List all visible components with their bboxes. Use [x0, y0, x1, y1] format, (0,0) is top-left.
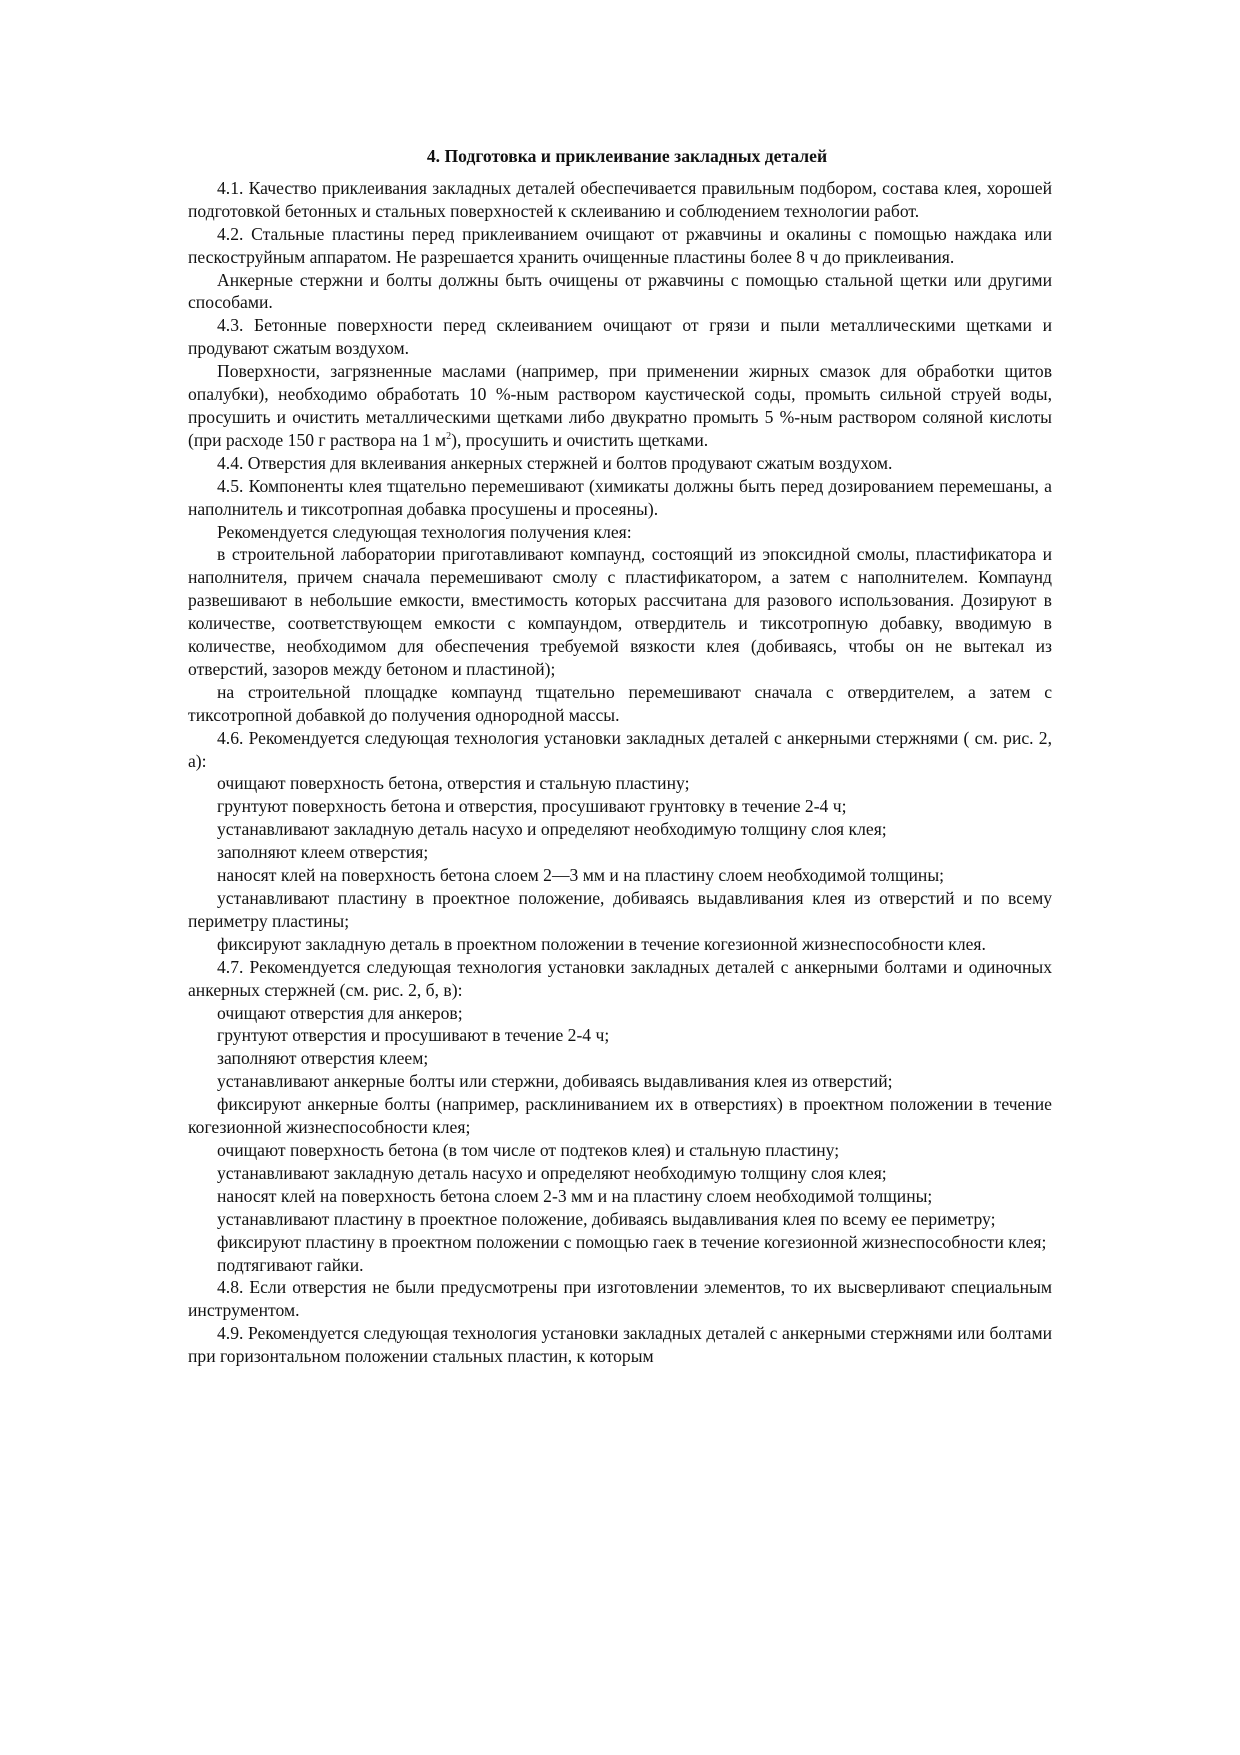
- superscript: 2: [446, 430, 452, 442]
- paragraph: фиксируют пластину в проектном положении с помощью гаек в течение когезионной жизнеспособности клея;: [217, 1231, 1047, 1252]
- paragraph: очищают поверхность бетона (в том числе от подтеков клея) и стальную пластину;: [217, 1139, 840, 1160]
- paragraph: наносят клей на поверхность бетона слоем 2-3 мм и на пластину слоем необходимой толщины;: [217, 1185, 933, 1206]
- paragraph: заполняют отверстия клеем;: [217, 1048, 429, 1069]
- paragraph: очищают поверхность бетона, отверстия и стальную пластину;: [217, 773, 690, 794]
- section-title: 4. Подготовка и приклеивание закладных деталей: [426, 146, 828, 166]
- paragraph: в строительной лаборатории приготавливают компаунд, состоящий из эпоксидной смолы, пластификатора и наполнителя, причем сначала перемешивают смолу с пластификатором, а затем с наполнителем. Компаунд развешивают в небольшие емкости, вместимость которых рассчитана для разового использования. Дозируют в количестве, соответствующем емкости с компаундом, отвердитель и тиксотропную добавку, вводимую в количестве, необходимом для обеспечения требуемой вязкости клея (добиваясь, чтобы он не вытекал из отверстий, зазоров между бетоном и пластиной);: [188, 544, 1052, 679]
- paragraph: 4.5. Компоненты клея тщательно перемешивают (химикаты должны быть перед дозированием перемешаны, а наполнитель и тиксотропная добавка просушены и просеяны).: [188, 475, 1052, 519]
- paragraph: 4.2. Стальные пластины перед приклеиванием очищают от ржавчины и окалины с помощью наждака или пескоструйным аппаратом. Не разрешается хранить очищенные пластины более 8 ч до приклеивания.: [188, 223, 1052, 267]
- paragraph: подтягивают гайки.: [217, 1254, 364, 1275]
- paragraph: устанавливают закладную деталь насухо и определяют необходимую толщину слоя клея;: [217, 819, 887, 840]
- paragraph: заполняют клеем отверстия;: [217, 842, 429, 863]
- paragraph: Анкерные стержни и болты должны быть очищены от ржавчины с помощью стальной щетки или другими способами.: [188, 269, 1052, 313]
- paragraph-text-tail: ), просушить и очистить щетками.: [451, 429, 709, 450]
- paragraph: 4.7. Рекомендуется следующая технология установки закладных деталей с анкерными болтами и одиночных анкерных стержней (см. рис. 2, б, в):: [188, 956, 1052, 1000]
- paragraph: устанавливают закладную деталь насухо и определяют необходимую толщину слоя клея;: [217, 1162, 887, 1183]
- paragraph: 4.1. Качество приклеивания закладных деталей обеспечивается правильным подбором, состава клея, хорошей подготовкой бетонных и стальных поверхностей к склеиванию и соблюдением технологии работ.: [188, 177, 1052, 221]
- paragraph: устанавливают пластину в проектное положение, добиваясь выдавливания клея из отверстий и по всему периметру пластины;: [188, 888, 1052, 931]
- paragraph: очищают отверстия для анкеров;: [217, 1002, 463, 1023]
- paragraph: 4.4. Отверстия для вклеивания анкерных стержней и болтов продувают сжатым воздухом.: [217, 452, 893, 473]
- paragraph-with-superscript: [188, 360, 1052, 452]
- paragraph: грунтуют отверстия и просушивают в течение 2-4 ч;: [217, 1025, 610, 1046]
- paragraph: 4.9. Рекомендуется следующая технология установки закладных деталей с анкерными стержнями или болтами при горизонтальном положении стальных пластин, к которым: [188, 1323, 1052, 1367]
- paragraph: устанавливают анкерные болты или стержни, добиваясь выдавливания клея из отверстий;: [217, 1071, 893, 1092]
- paragraph: наносят клей на поверхность бетона слоем 2—3 мм и на пластину слоем необходимой толщины;: [217, 865, 945, 886]
- paragraph: 4.8. Если отверстия не были предусмотрены при изготовлении элементов, то их высверливают специальным инструментом.: [188, 1277, 1052, 1321]
- paragraph: фиксируют анкерные болты (например, расклиниванием их в отверстиях) в проектном положении в течение когезионной жизнеспособности клея;: [188, 1094, 1052, 1138]
- document-page: [188, 145, 1052, 1368]
- paragraph: устанавливают пластину в проектное положение, добиваясь выдавливания клея по всему ее периметру;: [217, 1208, 996, 1229]
- paragraph-text: Поверхности, загрязненные маслами (например, при применении жирных смазок для обработки щитов опалубки), необходимо обработать 10 %-ным раствором каустической соды, промыть сильной струей воды, просушить и очистить металлическими щетками либо двукратно промыть 5 %-ным раствором соляной кислоты (при расходе 150 г раствора на 1 м: [188, 361, 1052, 450]
- paragraph: на строительной площадке компаунд тщательно перемешивают сначала с отвердителем, а затем с тиксотропной добавкой до получения однородной массы.: [188, 681, 1052, 725]
- paragraph: грунтуют поверхность бетона и отверстия, просушивают грунтовку в течение 2-4 ч;: [217, 796, 847, 817]
- paragraph: 4.3. Бетонные поверхности перед склеиванием очищают от грязи и пыли металлическими щетками и продувают сжатым воздухом.: [188, 315, 1052, 359]
- paragraph: 4.6. Рекомендуется следующая технология установки закладных деталей с анкерными стержнями ( см. рис. 2, а):: [188, 727, 1052, 771]
- paragraph: Рекомендуется следующая технология получения клея:: [217, 521, 632, 542]
- paragraph: фиксируют закладную деталь в проектном положении в течение когезионной жизнеспособности клея.: [217, 933, 986, 954]
